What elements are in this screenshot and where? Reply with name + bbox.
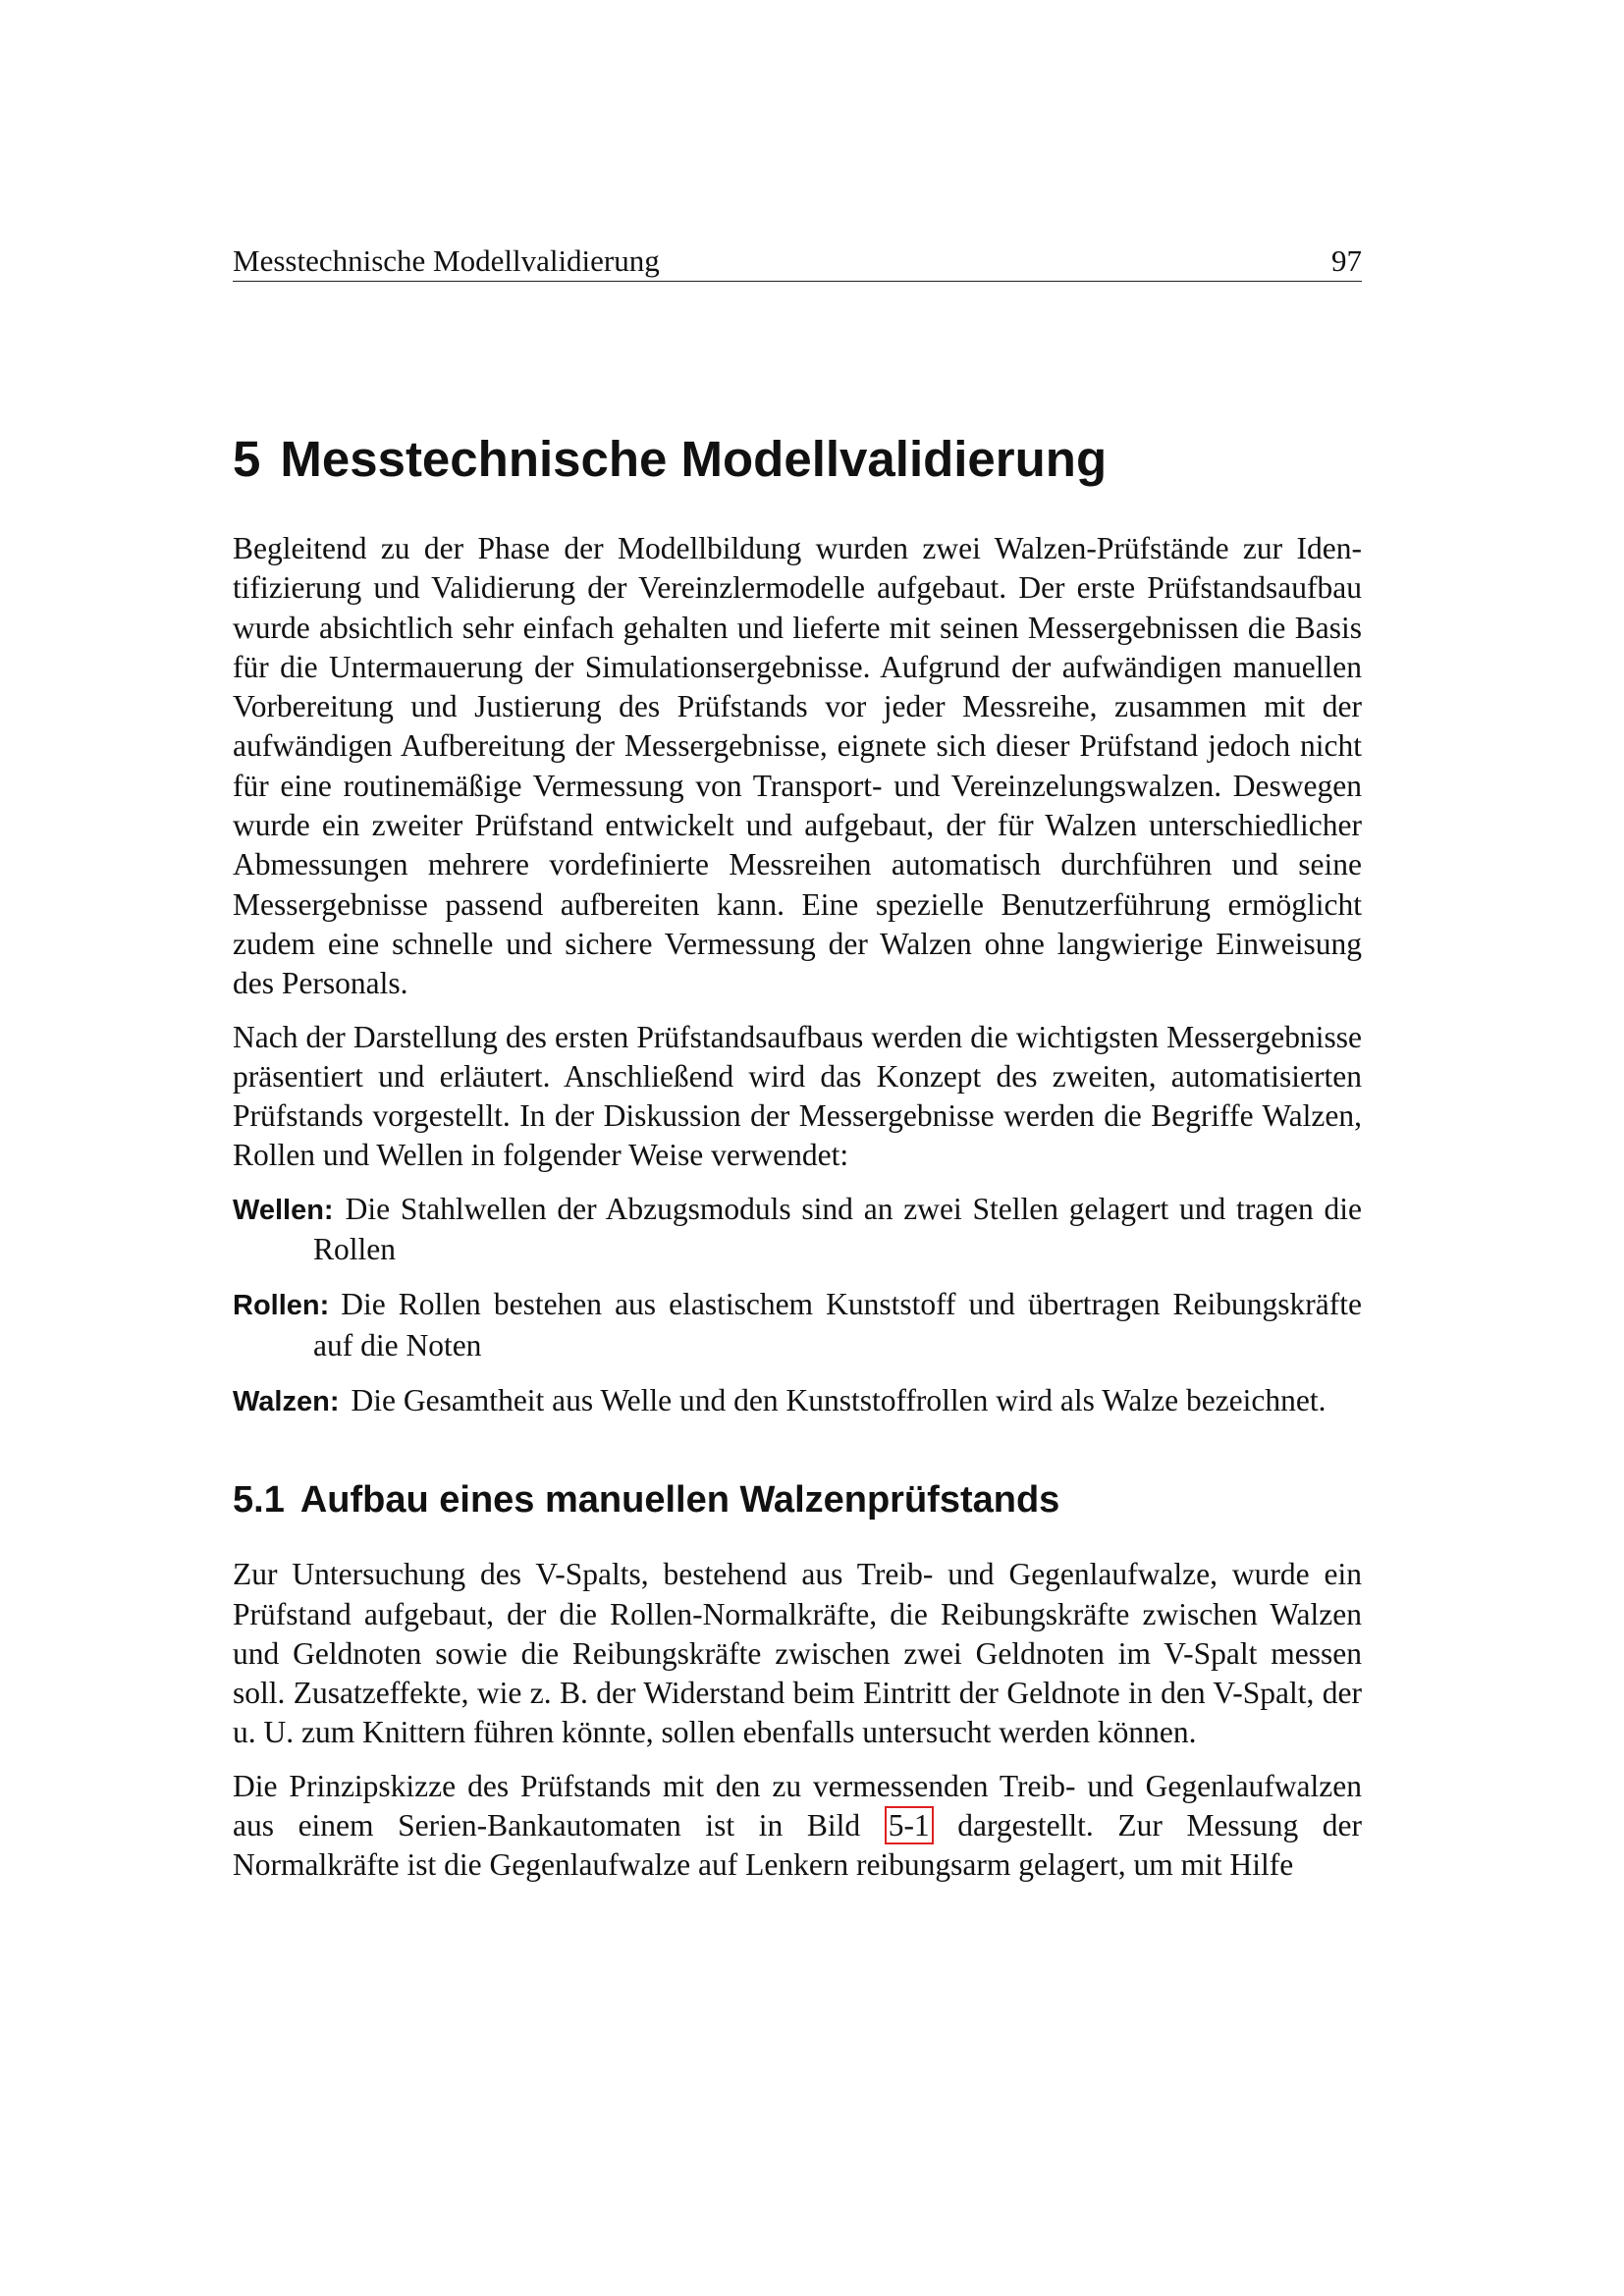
definition-item-wellen [233,1190,1362,1270]
definition-item-rollen [233,1285,1362,1365]
definition-item-walzen [233,1381,1362,1421]
definition-term: Walzen: [233,1385,340,1417]
running-header [233,241,1362,282]
sketch-text-after: dargestellt. Zur Messung der Normalkräfte ist die Gegenlaufwalze auf Lenkern reibungsarm gelagert, um mit Hilfe [233,1808,1363,1883]
chapter-number: 5 [233,431,261,487]
definition-text: Die Stahlwellen der Abzugsmoduls sind an zwei Stellen gelagert und tragen die Rollen [313,1191,1362,1267]
definition-text: Die Gesamtheit aus Welle und den Kunststoffrollen wird als Walze bezeichnet. [351,1382,1326,1417]
chapter-heading [233,430,1362,489]
paragraph-intro: Begleitend zu der Phase der Modellbildung wurden zwei Walzen-Prüfstände zur Identifizierung und Validierung der Vereinzlermodelle aufgebaut. Der erste Prüfstandsaufbau wurde absichtlich sehr einfach gehalten und lieferte mit seinen Messergebnissen die Basis für die Untermauerung der Simulationsergebnisse. Aufgrund der aufwändigen manuellen Vorbereitung und Justierung des Prüfstands vor jeder Messreihe, zusammen mit der aufwändigen Aufbereitung der Messergebnisse, eignete sich dieser Prüfstand jedoch nicht für eine routinemäßige Vermessung von Transport- und Vereinzelungswalzen. Deswegen wurde ein zweiter Prüfstand entwickelt und aufgebaut, der für Walzen unterschiedlicher Abmessungen mehrere vordefinierte Messreihen automatisch durchführen und seine Messergebnisse passend aufbereiten kann. Eine spezielle Benutzerführung ermöglicht zudem eine schnelle und sichere Vermessung der Walzen ohne langwierige Einweisung des Personals. [233,531,1362,1001]
sketch-text-before: Die Prinzipskizze des Prüfstands mit den zu vermessenden Treib- und Gegenlaufwalzen aus einem Serien-Bankautomaten ist in Bild [233,1768,1362,1843]
definition-text: Die Rollen bestehen aus elastischem Kunststoff und übertragen Reibungskräfte auf die Noten [313,1287,1362,1362]
definition-list [233,1190,1362,1421]
paragraph-sketch [233,1767,1362,1886]
chapter-title: Messtechnische Modellvalidierung [280,431,1108,487]
section-heading [233,1476,1362,1523]
section-title: Aufbau eines manuellen Walzenprüfstands [299,1479,1060,1522]
definition-term: Rollen: [233,1290,330,1322]
page-number: 97 [1331,243,1362,278]
running-title: Messtechnische Modellvalidierung [233,243,660,278]
page-body [233,430,1362,1886]
section-number: 5.1 [233,1479,285,1522]
paragraph-setup: Zur Untersuchung des V-Spalts, bestehend aus Treib- und Gegenlaufwalze, wurde ein Prüfstand aufgebaut, der die Rollen-Normalkräfte, die Reibungskräfte zwischen Walzen und Geldnoten sowie die Reibungskräfte zwischen zwei Geldnoten im V-Spalt messen soll. Zusatzeffekte, wie z. B. der Widerstand beim Eintritt der Geldnote in den V-Spalt, der u. U. zum Knittern führen könnte, sollen ebenfalls untersucht werden können. [233,1557,1362,1750]
paragraph-overview: Nach der Darstellung des ersten Prüfstandsaufbaus werden die wichtigsten Messergebnisse präsentiert und erläutert. Anschließend wird das Konzept des zweiten, automatisierten Prüfstands vorgestellt. In der Diskussion der Messergebnisse werden die Begriffe Walzen, Rollen und Wellen in folgender Weise verwendet: [233,1019,1362,1173]
figure-reference-link[interactable]: 5-1 [885,1806,934,1844]
definition-term: Wellen: [233,1194,334,1226]
